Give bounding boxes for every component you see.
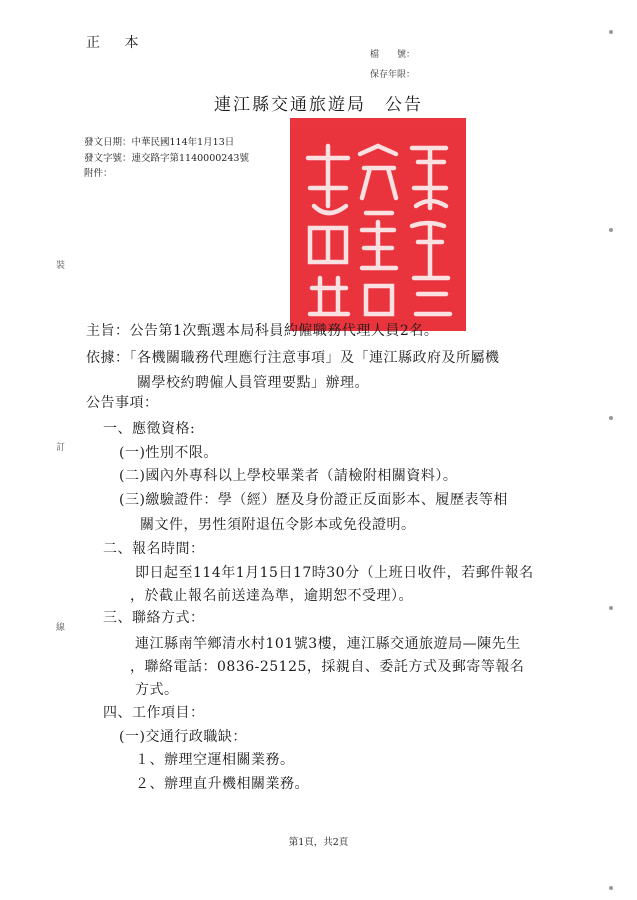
seal-glyphs-icon	[290, 118, 466, 331]
section-2-line: 即日起至114年1月15日17時30分（上班日收件，若郵件報名	[135, 565, 534, 581]
scan-dot	[609, 886, 613, 890]
section-1-item-c-cont: 關文件，男性須附退伍令影本或免役證明。	[140, 517, 416, 533]
section-2-title: 二、報名時間：	[103, 541, 205, 557]
subject-line: 主旨：公告第1次甄選本局科員約僱職務代理人員2名。	[86, 323, 439, 339]
margin-mark-line: 線	[56, 623, 66, 633]
basis-line-cont: 關學校約聘僱人員管理要點」辦理。	[137, 375, 369, 391]
basis-line: 依據：「各機關職務代理應行注意事項」及「連江縣政府及所屬機	[86, 350, 500, 366]
scan-dot	[609, 30, 613, 34]
issue-number: 發文字號：連交路字第1140000243號	[84, 153, 249, 164]
margin-mark-bind: 裝	[56, 261, 66, 271]
section-2-line-cont: ，於截止報名前送達為準，逾期恕不受理）。	[130, 588, 413, 604]
section-3-line-cont: 方式。	[135, 682, 179, 698]
section-4-title: 四、工作項目：	[103, 705, 205, 721]
scan-dot	[609, 606, 613, 610]
section-1-item-c: (三)繳驗證件：學（經）歷及身份證正反面影本、履歷表等相	[119, 492, 508, 508]
items-heading: 公告事項：	[86, 395, 159, 411]
file-number-label: 檔 號：	[370, 50, 416, 60]
section-3-line: 連江縣南竿鄉清水村101號3樓，連江縣交通旅遊局—陳先生	[135, 636, 521, 652]
section-4-subitem: ２、辦理直升機相關業務。	[135, 776, 309, 792]
section-4-subitem: １、辦理空運相關業務。	[135, 752, 295, 768]
section-1-item-a: (一)性別不限。	[119, 445, 218, 461]
official-seal-stamp	[290, 118, 466, 331]
section-1-item-b: (二)國內外專科以上學校畢業者（請檢附相關資料）。	[119, 468, 458, 484]
issue-date: 發文日期：中華民國114年1月13日	[84, 137, 235, 148]
section-1-title: 一、應徵資格:	[103, 421, 196, 437]
page-number: 第1頁，共2頁	[288, 837, 349, 848]
copy-mark: 正 本	[86, 35, 149, 51]
page-title: 連江縣交通旅遊局 公告	[214, 95, 423, 115]
margin-mark-staple: 訂	[56, 443, 66, 453]
attachment-label: 附件：	[84, 168, 113, 179]
scan-dot	[609, 228, 613, 232]
section-4-item-a: (一)交通行政職缺：	[119, 729, 247, 745]
section-3-line-cont: ，聯絡電話：0836-25125，採親自、委託方式及郵寄等報名	[130, 659, 525, 675]
section-3-title: 三、聯絡方式：	[103, 610, 205, 626]
retention-label: 保存年限：	[370, 70, 416, 80]
scan-dot	[609, 416, 613, 420]
